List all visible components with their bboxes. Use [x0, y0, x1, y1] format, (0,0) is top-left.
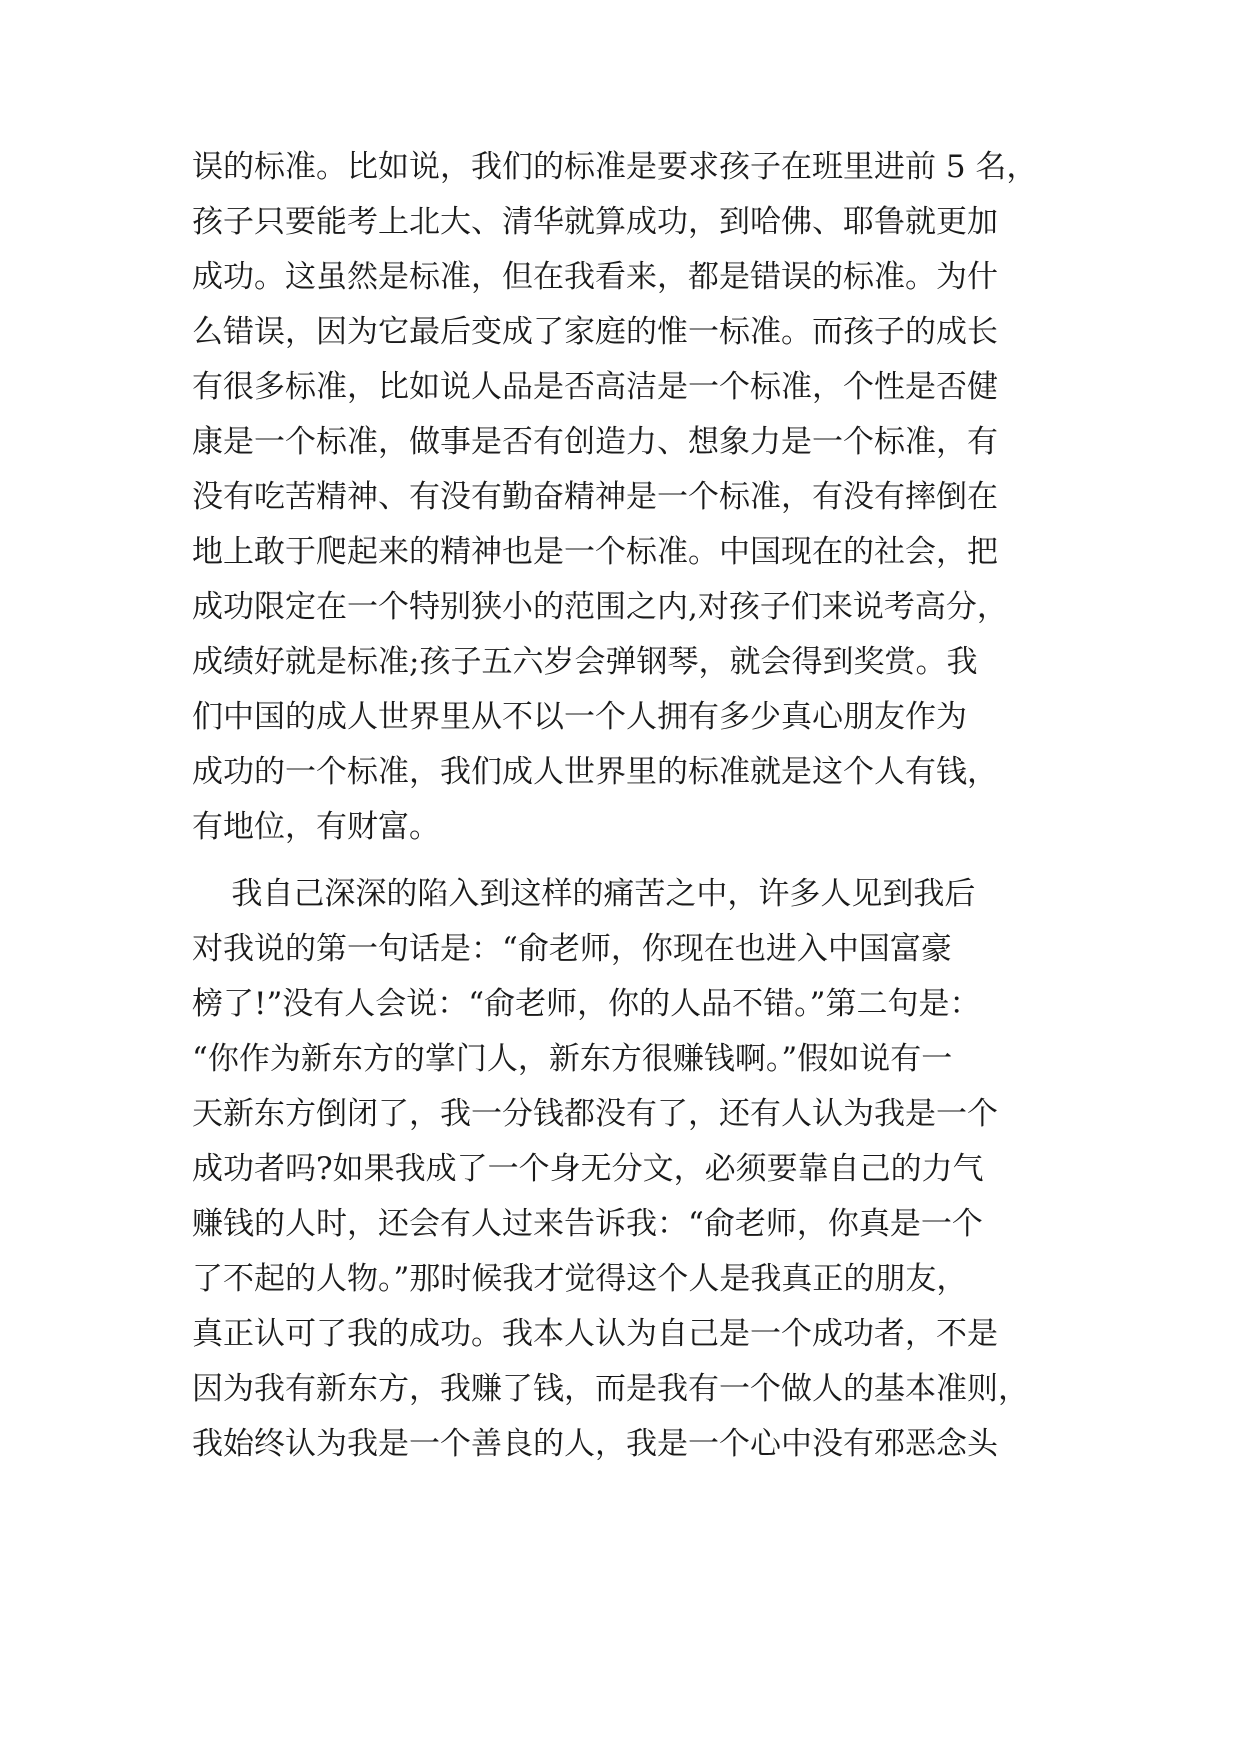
text-line: 我自己深深的陷入到这样的痛苦之中，许多人见到我后: [192, 876, 976, 912]
text-line: 误的标准。比如说，我们的标准是要求孩子在班里进前 5 名，: [192, 149, 1038, 185]
text-line: 成功限定在一个特别狭小的范围之内,对孩子们来说考高分，: [192, 589, 1008, 625]
text-line: 们中国的成人世界里从不以一个人拥有多少真心朋友作为: [192, 699, 967, 735]
text-line: 成功。这虽然是标准，但在我看来，都是错误的标准。为什: [192, 259, 998, 295]
text-line: 么错误，因为它最后变成了家庭的惟一标准。而孩子的成长: [192, 314, 998, 350]
text-line: 对我说的第一句话是：“俞老师，你现在也进入中国富豪: [192, 931, 952, 967]
text-line: 赚钱的人时，还会有人过来告诉我：“俞老师，你真是一个: [192, 1206, 983, 1242]
text-line: 真正认可了我的成功。我本人认为自己是一个成功者，不是: [192, 1316, 998, 1352]
text-line: 成绩好就是标准;孩子五六岁会弹钢琴，就会得到奖赏。我: [192, 644, 978, 680]
text-line: 成功的一个标准，我们成人世界里的标准就是这个人有钱，: [192, 754, 998, 790]
text-line: 天新东方倒闭了，我一分钱都没有了，还有人认为我是一个: [192, 1096, 998, 1132]
text-line: 有很多标准，比如说人品是否高洁是一个标准，个性是否健: [192, 369, 998, 405]
text-line: 孩子只要能考上北大、清华就算成功，到哈佛、耶鲁就更加: [192, 204, 998, 240]
text-line: 因为我有新东方，我赚了钱，而是我有一个做人的基本准则，: [192, 1371, 1029, 1407]
text-line: 了不起的人物。”那时候我才觉得这个人是我真正的朋友，: [192, 1261, 968, 1297]
text-line: 成功者吗?如果我成了一个身无分文，必须要靠自己的力气: [192, 1151, 984, 1187]
text-line: 康是一个标准，做事是否有创造力、想象力是一个标准，有: [192, 424, 998, 460]
text-line: 没有吃苦精神、有没有勤奋精神是一个标准，有没有摔倒在: [192, 479, 998, 515]
text-line: “你作为新东方的掌门人，新东方很赚钱啊。”假如说有一: [192, 1041, 953, 1077]
text-line: 我始终认为我是一个善良的人，我是一个心中没有邪恶念头: [192, 1426, 998, 1462]
text-line: 有地位，有财富。: [192, 809, 440, 845]
text-line: 榜了!”没有人会说：“俞老师，你的人品不错。”第二句是：: [192, 986, 981, 1022]
text-line: 地上敢于爬起来的精神也是一个标准。中国现在的社会，把: [192, 534, 998, 570]
